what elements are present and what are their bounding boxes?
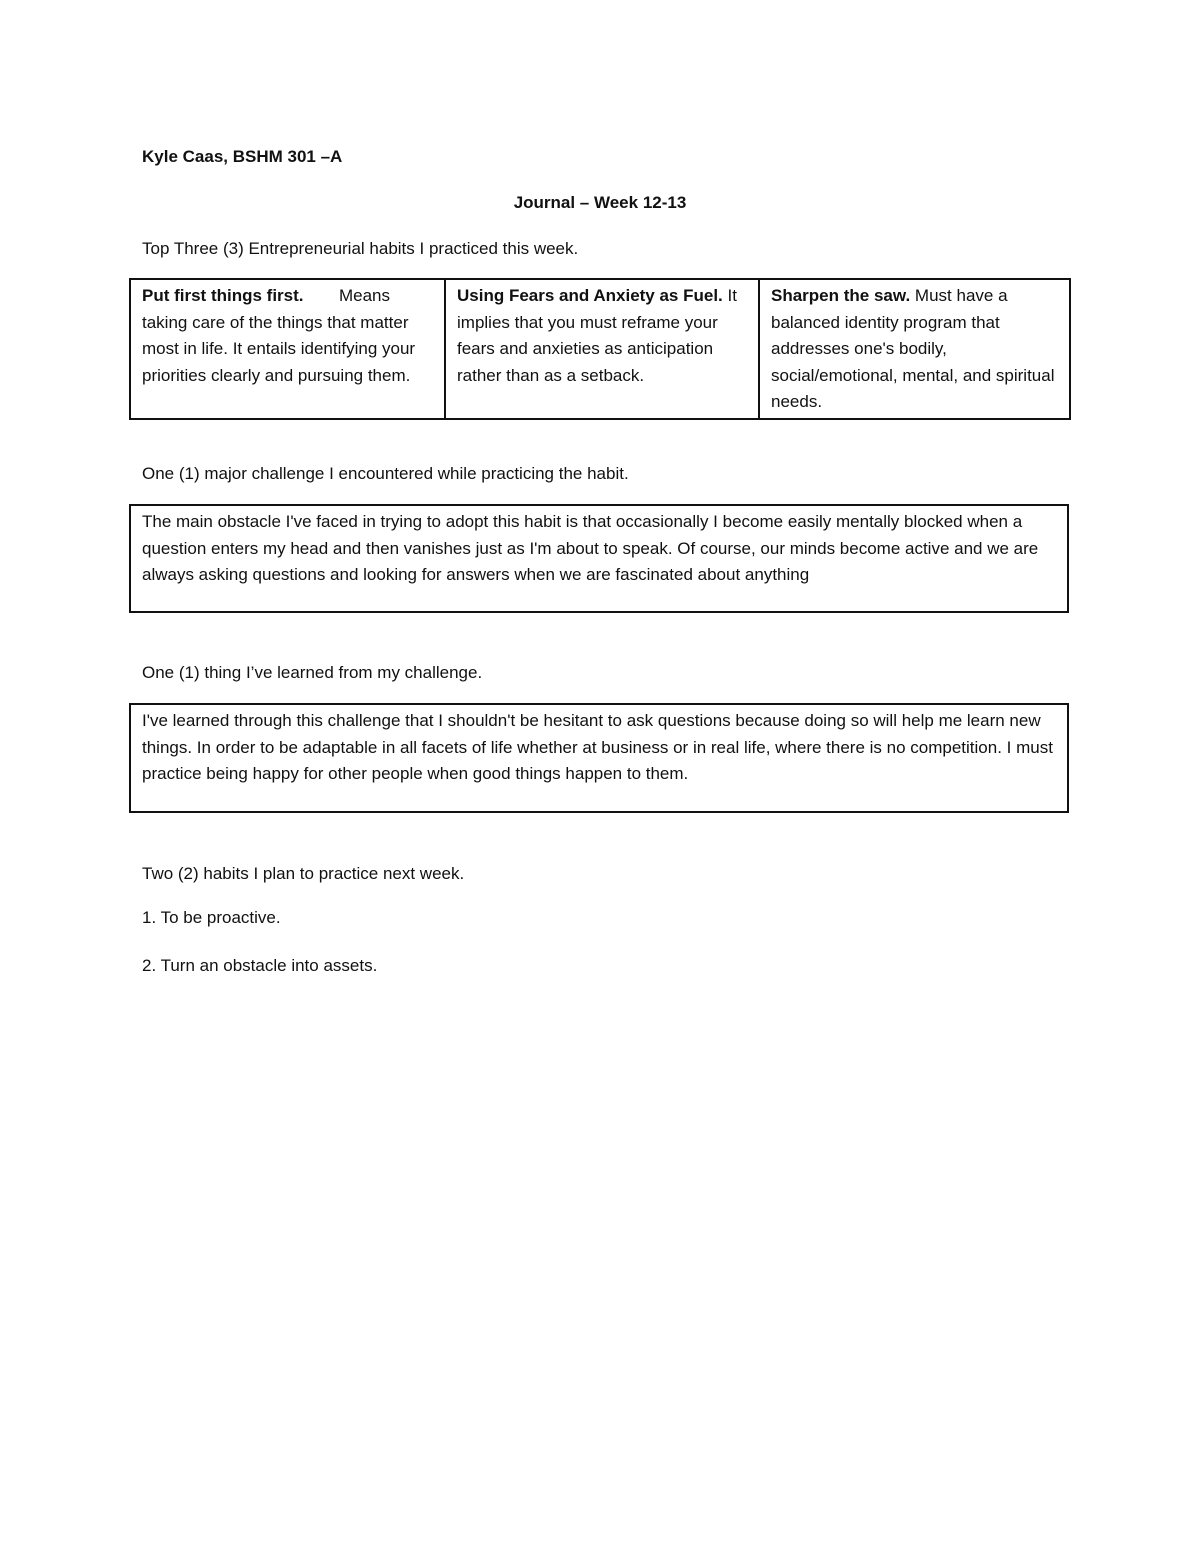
learned-prompt: One (1) thing I’ve learned from my challenge.: [142, 663, 483, 682]
habit-description: Must have a balanced identity program that addresses one's bodily, social/emotional, mental, and spiritual needs.: [771, 286, 1055, 411]
habit-description: It implies that you must reframe your fears and anxieties as anticipation rather than as a setback.: [457, 286, 737, 385]
learned-answer-box: [129, 703, 1069, 813]
habit-cell: [130, 279, 445, 419]
plan-prompt: Two (2) habits I plan to practice next week.: [142, 864, 465, 883]
plan-item: 2. Turn an obstacle into assets.: [142, 956, 378, 975]
habit-name: Put first things first.: [142, 286, 304, 305]
challenge-prompt: One (1) major challenge I encountered while practicing the habit.: [142, 464, 629, 483]
habits-table: [129, 278, 1071, 420]
habits-row: [130, 279, 1070, 419]
habits-prompt: Top Three (3) Entrepreneurial habits I practiced this week.: [142, 239, 579, 258]
habit-name: Sharpen the saw.: [771, 286, 911, 305]
challenge-answer-box: [129, 504, 1069, 613]
habit-description: Means taking care of the things that matter most in life. It entails identifying your priorities clearly and pursuing them.: [142, 286, 416, 385]
habit-cell: [759, 279, 1070, 419]
author-line: Kyle Caas, BSHM 301 –A: [142, 147, 343, 166]
learned-answer: I've learned through this challenge that I shouldn't be hesitant to ask questions because doing so will help me learn new things. In order to be adaptable in all facets of life whether at business or in real life, where there is no competition. I must practice being happy for other people when good things happen to them.: [142, 711, 1053, 783]
habit-name: Using Fears and Anxiety as Fuel.: [457, 286, 723, 305]
journal-title: Journal – Week 12-13: [513, 193, 687, 212]
habit-cell: [445, 279, 759, 419]
plan-item: 1. To be proactive.: [142, 908, 281, 927]
challenge-answer: The main obstacle I've faced in trying to adopt this habit is that occasionally I become easily mentally blocked when a question enters my head and then vanishes just as I'm about to speak. Of course, our minds become active and we are always asking questions and looking for answers when we are fascinated about anything: [142, 512, 1039, 584]
